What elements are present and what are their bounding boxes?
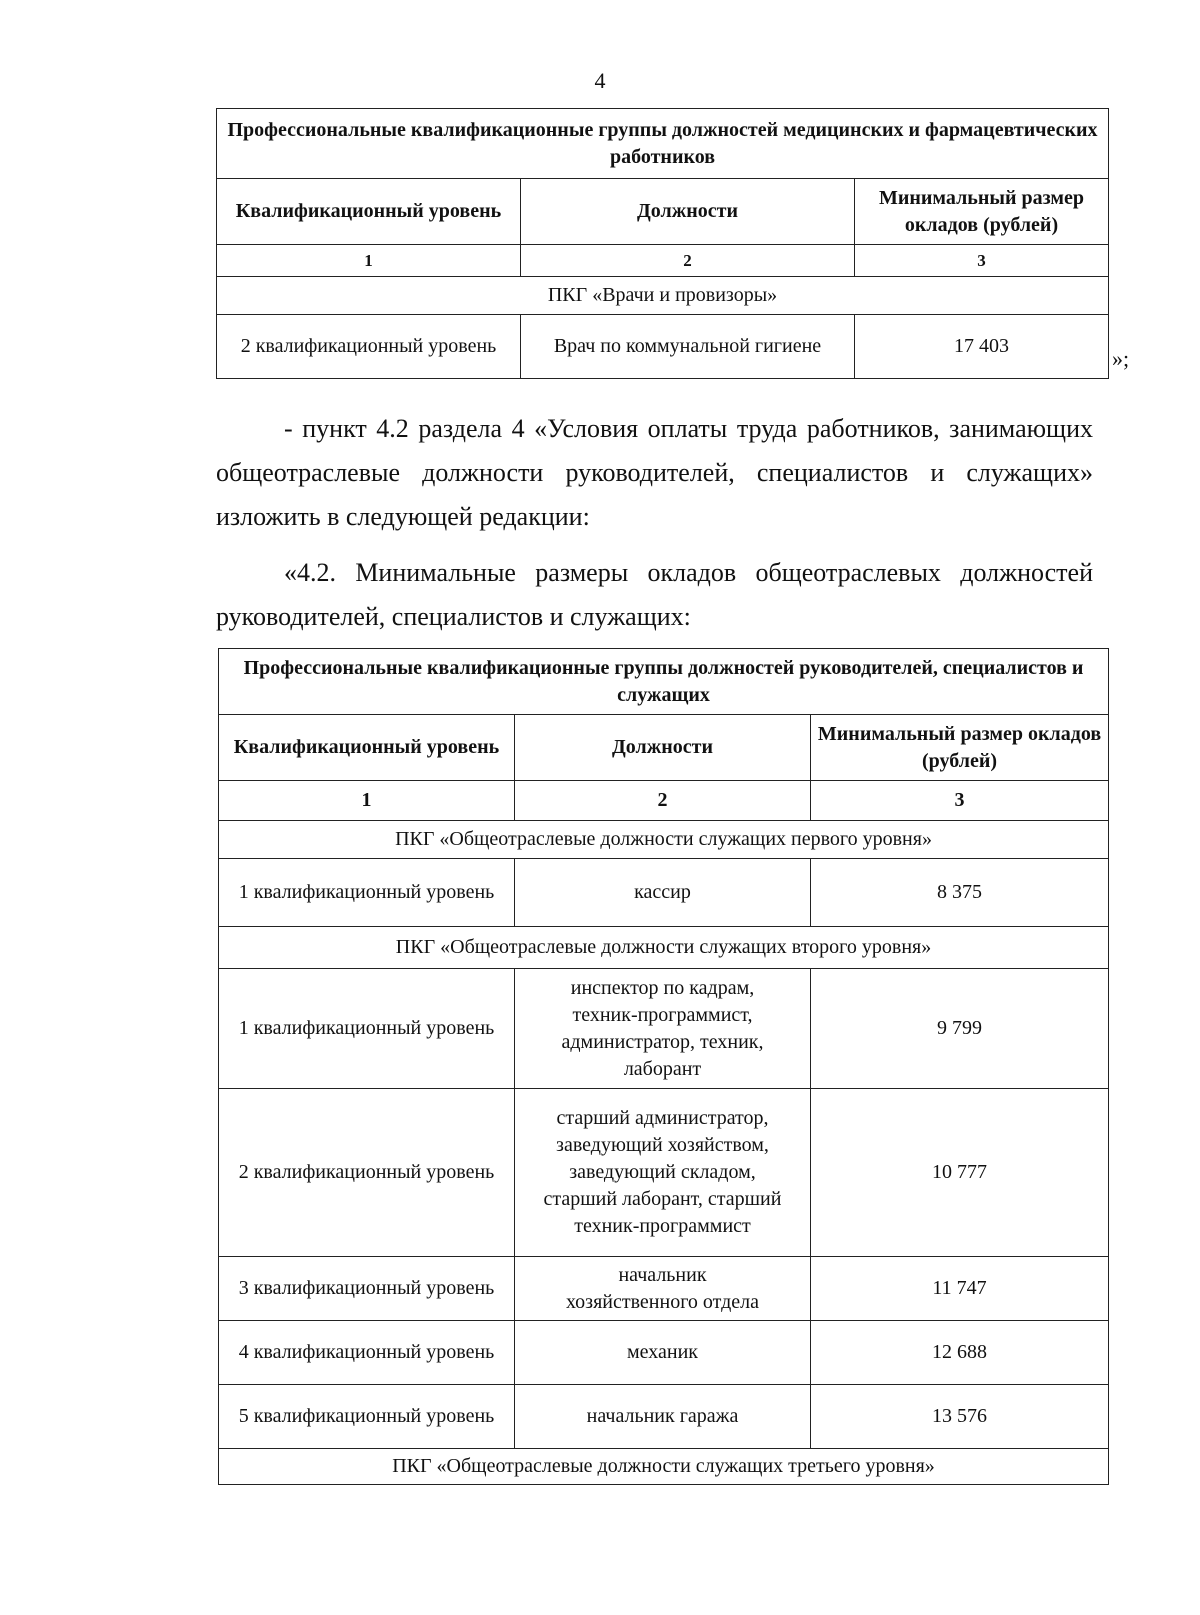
group-title: ПКГ «Общеотраслевые должности служащих первого уровня» (219, 821, 1109, 859)
level-cell: 3 квалификационный уровень (219, 1257, 515, 1321)
header-salary: Минимальный размер окладов (рублей) (811, 715, 1109, 781)
group-title: ПКГ «Общеотраслевые должности служащих третьего уровня» (219, 1449, 1109, 1485)
page-number: 4 (594, 68, 606, 93)
column-number: 3 (811, 781, 1109, 821)
column-number: 1 (219, 781, 515, 821)
position-cell: кассир (515, 859, 811, 927)
medical-positions-table (216, 108, 1109, 379)
group-title: ПКГ «Врачи и провизоры» (217, 277, 1109, 315)
position-cell: инспектор по кадрам, техник-программист, администратор, техник, лаборант (515, 969, 811, 1089)
salary-cell: 13 576 (811, 1385, 1109, 1449)
table-title: Профессиональные квалификационные группы должностей медицинских и фармацевтических работников (217, 109, 1109, 179)
general-positions-table (218, 648, 1109, 1485)
table-row (217, 315, 1109, 379)
header-salary: Минимальный размер окладов (рублей) (855, 179, 1109, 245)
level-cell: 4 квалификационный уровень (219, 1321, 515, 1385)
salary-cell: 8 375 (811, 859, 1109, 927)
position-cell: Врач по коммунальной гигиене (521, 315, 855, 379)
paragraph-amendment: - пункт 4.2 раздела 4 «Условия оплаты труда работников, занимающих общеотраслевые должности руководителей, специалистов и служащих» изложить в следующей редакции: (216, 414, 1093, 531)
header-level: Квалификационный уровень (219, 715, 515, 781)
header-positions: Должности (521, 179, 855, 245)
column-number: 2 (521, 245, 855, 277)
position-cell: начальник гаража (515, 1385, 811, 1449)
group-title: ПКГ «Общеотраслевые должности служащих второго уровня» (219, 927, 1109, 969)
table-title: Профессиональные квалификационные группы должностей руководителей, специалистов и служащих (219, 649, 1109, 715)
header-positions: Должности (515, 715, 811, 781)
column-number: 3 (855, 245, 1109, 277)
position-cell: механик (515, 1321, 811, 1385)
salary-cell: 9 799 (811, 969, 1109, 1089)
table-row (219, 1089, 1109, 1257)
level-cell: 2 квалификационный уровень (219, 1089, 515, 1257)
level-cell: 2 квалификационный уровень (217, 315, 521, 379)
position-cell: старший администратор, заведующий хозяйством, заведующий складом, старший лаборант, старший техник-программист (515, 1089, 811, 1257)
salary-cell: 10 777 (811, 1089, 1109, 1257)
table-row (219, 1385, 1109, 1449)
salary-cell: 12 688 (811, 1321, 1109, 1385)
column-number: 2 (515, 781, 811, 821)
column-number: 1 (217, 245, 521, 277)
table-row (219, 1257, 1109, 1321)
level-cell: 1 квалификационный уровень (219, 859, 515, 927)
level-cell: 1 квалификационный уровень (219, 969, 515, 1089)
table-row (219, 969, 1109, 1089)
closing-quote: »; (1112, 346, 1130, 371)
level-cell: 5 квалификационный уровень (219, 1385, 515, 1449)
salary-cell: 11 747 (811, 1257, 1109, 1321)
salary-cell: 17 403 (855, 315, 1109, 379)
paragraph-section-4-2: «4.2. Минимальные размеры окладов общеотраслевых должностей руководителей, специалистов и служащих: (216, 558, 1093, 631)
header-level: Квалификационный уровень (217, 179, 521, 245)
position-cell: начальник хозяйственного отдела (515, 1257, 811, 1321)
table-row (219, 859, 1109, 927)
table-row (219, 1321, 1109, 1385)
